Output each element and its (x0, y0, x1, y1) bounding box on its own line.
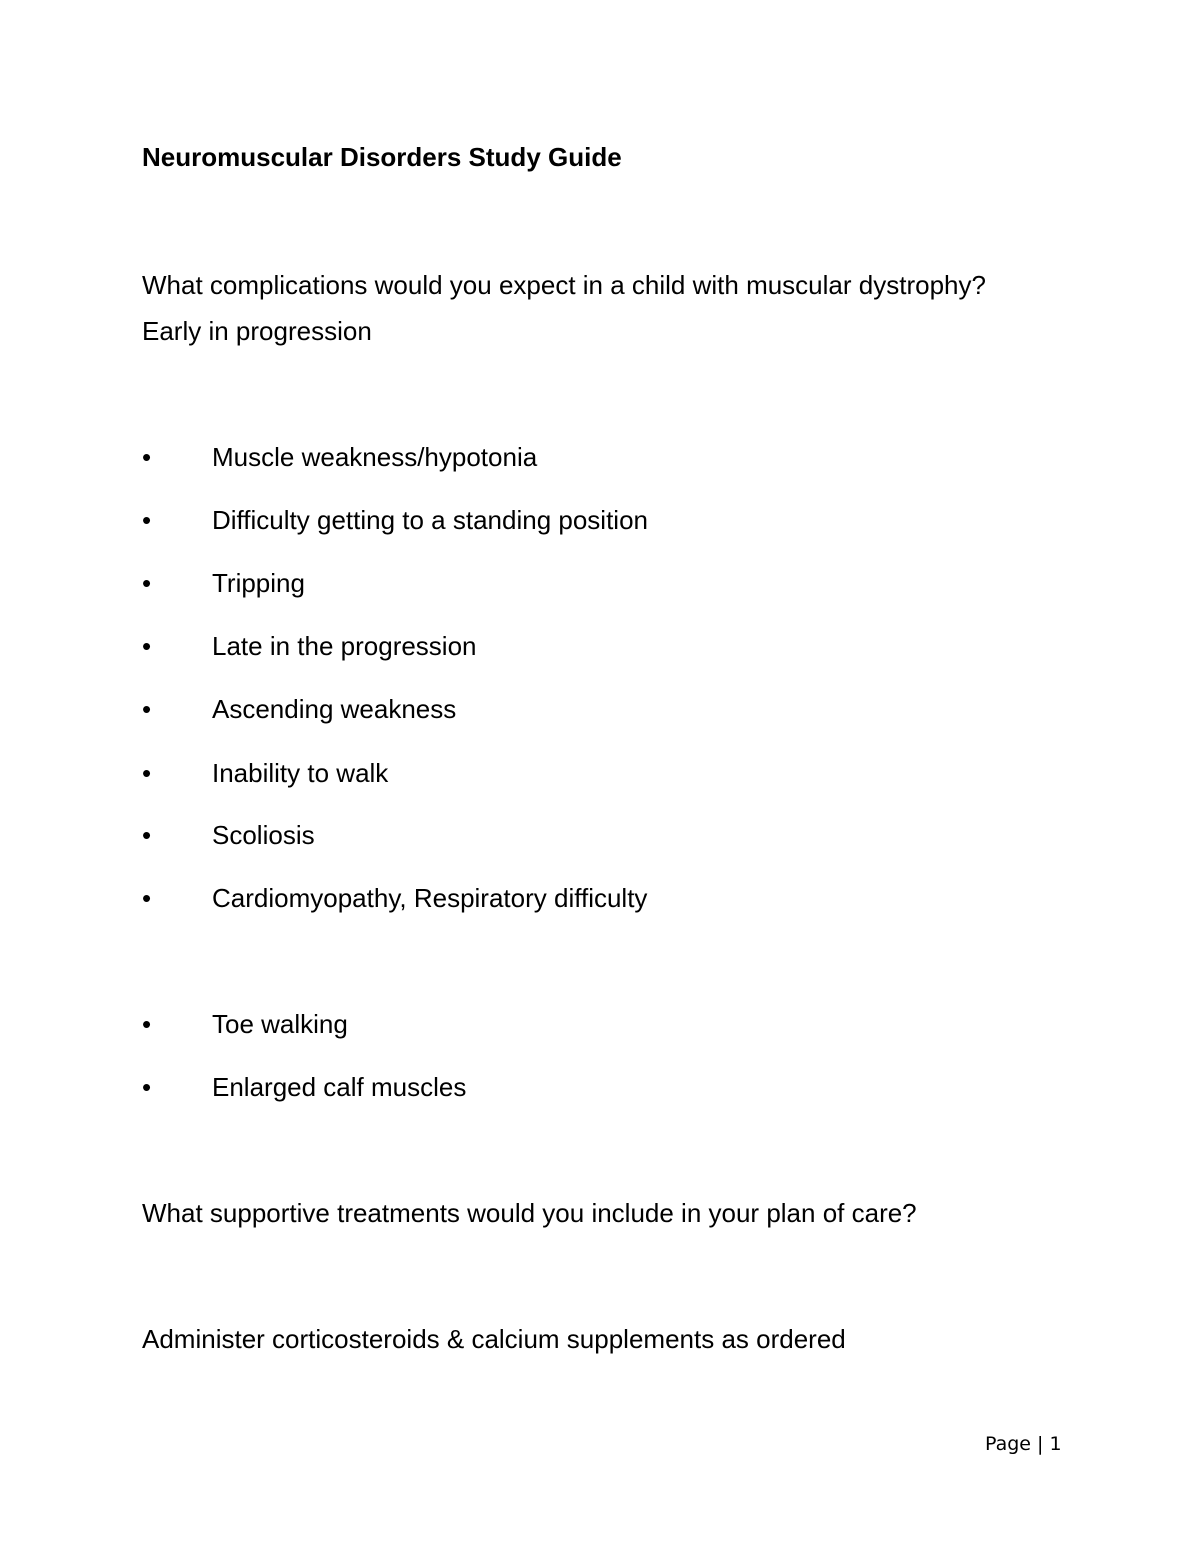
page-number: Page | 1 (985, 1433, 1062, 1455)
question-complications: What complications would you expect in a child with muscular dystrophy? (142, 270, 986, 300)
list-item-text: Scoliosis (212, 820, 315, 850)
bullet-icon: • (142, 694, 152, 724)
list-item-text: Difficulty getting to a standing position (212, 505, 649, 535)
question-supportive-treatments: What supportive treatments would you include in your plan of care? (142, 1198, 917, 1228)
list-item-text: Late in the progression (212, 631, 477, 661)
bullet-icon: • (142, 883, 152, 913)
list-item-text: Enlarged calf muscles (212, 1072, 467, 1102)
bullet-icon: • (142, 1072, 152, 1102)
answer-supportive-treatments: Administer corticosteroids & calcium supplements as ordered (142, 1324, 846, 1354)
bullet-icon: • (142, 631, 152, 661)
list-item-text: Inability to walk (212, 758, 389, 788)
bullet-icon: • (142, 820, 152, 850)
list-item-text: Ascending weakness (212, 694, 457, 724)
list-item-text: Cardiomyopathy, Respiratory difficulty (212, 883, 648, 913)
bullet-icon: • (142, 568, 152, 598)
list-item-text: Muscle weakness/hypotonia (212, 442, 538, 472)
list-item-text: Toe walking (212, 1009, 348, 1039)
bullet-icon: • (142, 758, 152, 788)
bullet-icon: • (142, 442, 152, 472)
bullet-icon: • (142, 505, 152, 535)
document-title: Neuromuscular Disorders Study Guide (142, 142, 622, 172)
list-item-text: Tripping (212, 568, 305, 598)
subheading-early-progression: Early in progression (142, 316, 372, 346)
bullet-icon: • (142, 1009, 152, 1039)
